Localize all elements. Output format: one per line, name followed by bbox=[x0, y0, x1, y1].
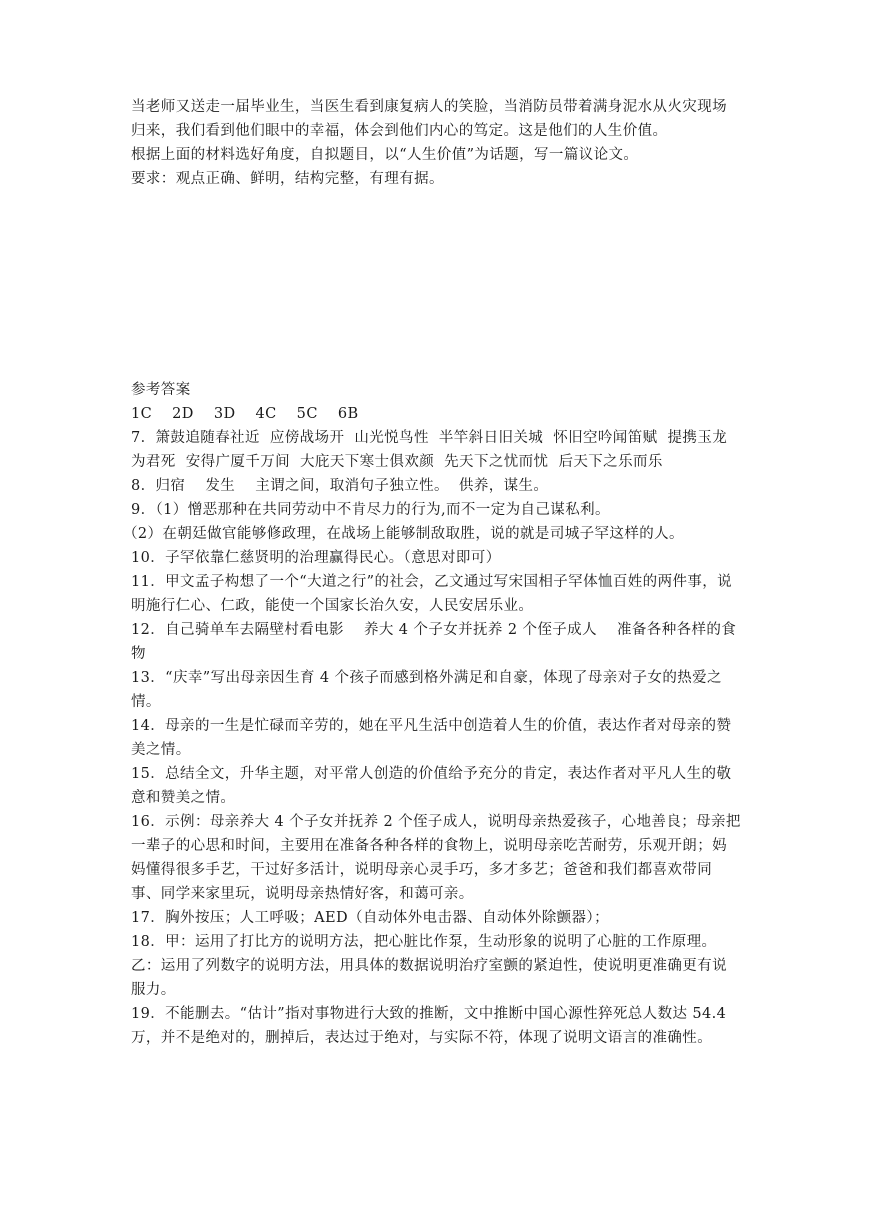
answer-q10: 10．子罕依靠仁慈贤明的治理赢得民心。（意思对即可） bbox=[131, 550, 501, 566]
answer-key-heading: 参考答案 bbox=[131, 382, 191, 398]
essay-prompt-section bbox=[131, 95, 741, 191]
answer-q14: 14．母亲的一生是忙碌而辛劳的，她在平凡生活中创造着人生的价值，表达作者对母亲的赞美之情。 bbox=[131, 718, 732, 758]
answer-key-section bbox=[123, 378, 741, 1050]
answer-q16: 16．示例：母亲养大 4 个子女并抚养 2 个侄子成人，说明母亲热爱孩子，心地善良；母亲把一辈子的心思和时间，主要用在准备各种各样的食物上，说明母亲吃苦耐劳，乐观开朗；妈妈懂得很多手艺，干过好多活计，说明母亲心灵手巧，多才多艺；爸爸和我们都喜欢带同事、同学来家里玩，说明母亲热情好客，和蔼可亲。 bbox=[131, 814, 741, 902]
answer-q9-2: （2）在朝廷做官能够修政理，在战场上能够制敌取胜，说的就是司城子罕这样的人。 bbox=[123, 526, 684, 542]
answer-q17: 17．胸外按压；人工呼吸；AED（自动体外电击器、自动体外除颤器）； bbox=[131, 910, 609, 926]
answer-q15: 15．总结全文，升华主题，对平常人创造的价值给予充分的肯定，表达作者对平凡人生的敬意和赞美之情。 bbox=[131, 766, 732, 806]
answer-q19: 19．不能删去。“估计”指对事物进行大致的推断，文中推断中国心源性猝死总人数达 54.4 万，并不是绝对的，删掉后，表达过于绝对，与实际不符，体现了说明文语言的准确性。 bbox=[131, 1006, 727, 1046]
answer-q9-1: 9．（1）憎恶那种在共同劳动中不肯尽力的行为,而不一定为自己谋私利。 bbox=[131, 502, 610, 518]
answer-mc: 1C 2D 3D 4C 5C 6B bbox=[131, 406, 359, 422]
answer-q8: 8．归宿 发生 主谓之间，取消句子独立性。 供养，谋生。 bbox=[131, 478, 549, 494]
answer-q11: 11．甲文孟子构想了一个“大道之行”的社会，乙文通过写宋国相子罕体恤百姓的两件事，说明施行仁心、仁政，能使一个国家长治久安，人民安居乐业。 bbox=[131, 574, 733, 614]
answer-q18-b: 乙：运用了列数字的说明方法，用具体的数据说明治疗室颤的紧迫性，使说明更准确更有说服力。 bbox=[131, 958, 727, 998]
answer-q7: 7．箫鼓追随春社近 应傍战场开 山光悦鸟性 半竿斜日旧关城 怀旧空吟闻笛赋 提携玉龙为君死 安得广厦千万间 大庇天下寒士俱欢颜 先天下之忧而忧 后天下之乐而乐 bbox=[131, 430, 728, 470]
essay-material-paragraph: 当老师又送走一届毕业生，当医生看到康复病人的笑脸，当消防员带着满身泥水从火灾现场归来，我们看到他们眼中的幸福，体会到他们内心的笃定。这是他们的人生价值。 bbox=[131, 99, 727, 139]
answer-q18-a: 18．甲：运用了打比方的说明方法，把心脏比作泵，生动形象的说明了心脏的工作原理。 bbox=[131, 934, 717, 950]
essay-requirement-paragraph: 要求：观点正确、鲜明，结构完整，有理有据。 bbox=[131, 171, 444, 187]
answer-q13: 13．“庆幸”写出母亲因生育 4 个孩子而感到格外满足和自豪，体现了母亲对子女的热爱之情。 bbox=[131, 670, 722, 710]
answer-q12: 12．自己骑单车去隔壁村看电影 养大 4 个子女并抚养 2 个侄子成人 准备各种各样的食物 bbox=[131, 622, 737, 662]
essay-task-paragraph: 根据上面的材料选好角度，自拟题目，以“人生价值”为话题，写一篇议论文。 bbox=[131, 147, 639, 163]
